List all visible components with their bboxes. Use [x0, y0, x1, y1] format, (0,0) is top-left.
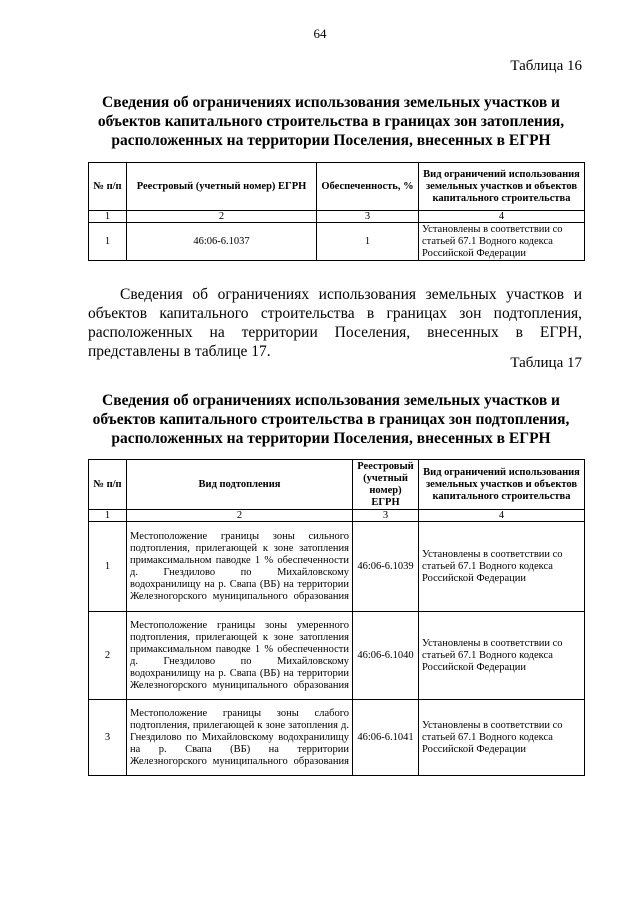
t16-colnum: 3 [317, 211, 419, 223]
table-17-title: Сведения об ограничениях использования земельных участков и объектов капитального строительства в границах зон подтопления, расположенных на территории Поселения, внесенных в ЕГРН [92, 392, 570, 447]
page-number: 64 [313, 26, 327, 41]
table-row [89, 223, 585, 261]
t16-header-num: № п/п [89, 163, 127, 211]
table-row [89, 700, 585, 776]
t17-row-num: 1 [89, 522, 127, 612]
t17-colnum: 1 [89, 510, 127, 522]
t17-row-restriction: Установлены в соответствии со статьей 67.1 Водного кодекса Российской Федерации [419, 612, 585, 700]
t16-colnum: 2 [127, 211, 317, 223]
t16-colnum: 1 [89, 211, 127, 223]
table-17 [88, 459, 585, 776]
t16-header-provision: Обеспеченность, % [317, 163, 419, 211]
table-17-label: Таблица 17 [510, 355, 582, 371]
t17-row-kind: Местоположение границы зоны сильного подтопления, прилегающей к зоне затопления примаксимальном паводке 1 % обеспеченности д. Гнездилово по Михайловскому водохранилищу на р. Свапа (ВБ) на территории Железногорского муниципального образования [127, 522, 353, 612]
t17-colnum: 2 [127, 510, 353, 522]
t17-row-kind: Местоположение границы зоны умеренного подтопления, прилегающей к зоне затопления примаксимальном паводке 1 % обеспеченности д. Гнездилово по Михайловскому водохранилищу на р. Свапа (ВБ) на территории Железногорского муниципального образования [127, 612, 353, 700]
t17-row-registry: 46:06-6.1039 [353, 522, 419, 612]
t17-header-restriction: Вид ограничений использования земельных участков и объектов капитального строительства [419, 460, 585, 510]
t17-row-kind: Местоположение границы зоны слабого подтопления, прилегающей к зоне затопления д. Гнездилово по Михайловскому водохранилищу на р. Свапа (ВБ) на территории Железногорского муниципального образования [127, 700, 353, 776]
t17-header-registry: Реестровый (учетный номер) ЕГРН [353, 460, 419, 510]
t16-header-restriction: Вид ограничений использования земельных участков и объектов капитального строительства [419, 163, 585, 211]
t17-row-registry: 46:06-6.1040 [353, 612, 419, 700]
t16-colnum: 4 [419, 211, 585, 223]
paragraph-text: Сведения об ограничениях использования земельных участков и объектов капитального строительства в границах зон подтопления, расположенных на территории Поселения, внесенных в ЕГРН, представлены в таблице 17. [88, 286, 582, 360]
table-row [89, 612, 585, 700]
t17-colnum: 4 [419, 510, 585, 522]
t17-colnum: 3 [353, 510, 419, 522]
t17-header-num: № п/п [89, 460, 127, 510]
table-16-title: Сведения об ограничениях использования земельных участков и объектов капитального строительства в границах зон затопления, расположенных на территории Поселения, внесенных в ЕГРН [97, 94, 565, 149]
t17-row-num: 2 [89, 612, 127, 700]
body-paragraph [88, 285, 582, 361]
t17-row-restriction: Установлены в соответствии со статьей 67.1 Водного кодекса Российской Федерации [419, 700, 585, 776]
t17-row-num: 3 [89, 700, 127, 776]
t17-header-kind: Вид подтопления [127, 460, 353, 510]
t16-row-num: 1 [89, 223, 127, 261]
t16-row-restriction: Установлены в соответствии со статьей 67.1 Водного кодекса Российской Федерации [419, 223, 585, 261]
t17-row-registry: 46:06-6.1041 [353, 700, 419, 776]
table-16-label: Таблица 16 [510, 58, 582, 74]
t16-row-registry: 46:06-6.1037 [127, 223, 317, 261]
table-row [89, 522, 585, 612]
table-16 [88, 162, 585, 261]
t16-row-provision: 1 [317, 223, 419, 261]
t17-row-restriction: Установлены в соответствии со статьей 67.1 Водного кодекса Российской Федерации [419, 522, 585, 612]
t16-header-registry: Реестровый (учетный номер) ЕГРН [127, 163, 317, 211]
